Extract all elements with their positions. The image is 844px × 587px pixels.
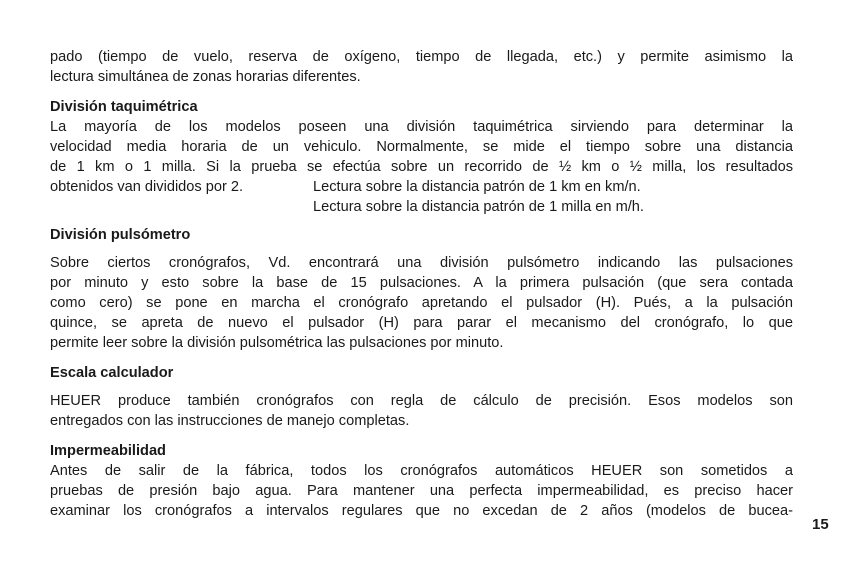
pulsometer-heading: División pulsómetro (50, 227, 191, 243)
waterproof-line-1: Antes de salir de la fábrica, todos los cronógrafos automáticos HEUER son sometidos a (50, 463, 793, 479)
tachymeter-line-3: de 1 km o 1 milla. Si la prueba se efectúa sobre un recorrido de ½ km o ½ milla, los resultados (50, 159, 793, 175)
waterproof-line-2: pruebas de presión bajo agua. Para mantener una perfecta impermeabilidad, es preciso hacer (50, 483, 793, 499)
tachymeter-readings-row-1 (50, 177, 793, 197)
pulsometer-paragraph (50, 253, 793, 353)
pulsometer-line-1: Sobre ciertos cronógrafos, Vd. encontrará una división pulsómetro indicando las pulsaciones (50, 255, 793, 271)
pulsometer-line-3: como cero) se pone en marcha el cronógrafo apretando el pulsador (H). Pués, a la pulsación (50, 295, 793, 311)
intro-line-2: lectura simultánea de zonas horarias diferentes. (50, 69, 361, 85)
tachymeter-line-1: La mayoría de los modelos poseen una división taquimétrica sirviendo para determinar la (50, 119, 793, 135)
manual-page (50, 47, 793, 521)
calculator-paragraph (50, 391, 793, 431)
tachymeter-readings-row-2 (50, 197, 793, 217)
calculator-line-2: entregados con las instrucciones de manejo completas. (50, 413, 410, 429)
waterproof-heading: Impermeabilidad (50, 443, 166, 459)
intro-paragraph (50, 47, 793, 87)
page-number: 15 (812, 516, 829, 533)
tachymeter-line-4-left: obtenidos van divididos por 2. (50, 179, 244, 195)
tachymeter-reading-mile: Lectura sobre la distancia patrón de 1 milla en m/h. (313, 199, 644, 215)
tachymeter-paragraph (50, 117, 793, 177)
tachymeter-line-2: velocidad media horaria de un vehiculo. Normalmente, se mide el tiempo sobre una distancia (50, 139, 793, 155)
calculator-heading: Escala calculador (50, 365, 174, 381)
pulsometer-line-2: por minuto y esto sobre la base de 15 pulsaciones. A la primera pulsación (que sera contada (50, 275, 793, 291)
waterproof-paragraph (50, 461, 793, 521)
calculator-line-1: HEUER produce también cronógrafos con regla de cálculo de precisión. Esos modelos son (50, 393, 793, 409)
tachymeter-reading-km: Lectura sobre la distancia patrón de 1 km en km/n. (313, 179, 641, 195)
waterproof-line-3: examinar los cronógrafos a intervalos regulares que no excedan de 2 años (modelos de bucea- (50, 503, 793, 519)
pulsometer-line-5: permite leer sobre la división pulsométrica las pulsaciones por minuto. (50, 335, 504, 351)
pulsometer-line-4: quince, se apreta de nuevo el pulsador (H) para parar el mecanismo del cronógrafo, lo que (50, 315, 793, 331)
tachymeter-heading: División taquimétrica (50, 99, 198, 115)
intro-line-1: pado (tiempo de vuelo, reserva de oxígeno, tiempo de llegada, etc.) y permite asimismo la (50, 49, 793, 65)
